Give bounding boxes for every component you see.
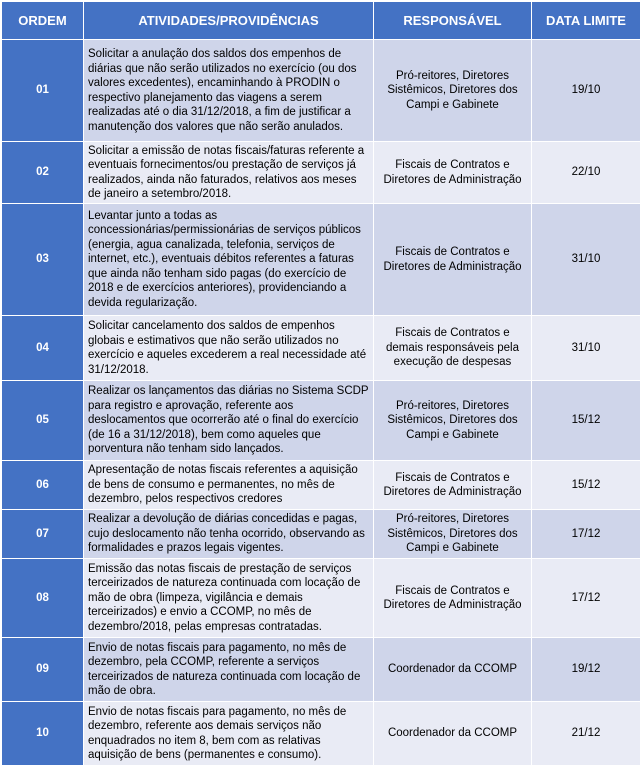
row-responsavel: Fiscais de Contratos e Diretores de Administração bbox=[374, 461, 532, 510]
row-ordem: 03 bbox=[2, 204, 84, 316]
row-responsavel: Fiscais de Contratos e Diretores de Administração bbox=[374, 204, 532, 316]
row-responsavel: Pró-reitores, Diretores Sistêmicos, Diretores dos Campi e Gabinete bbox=[374, 381, 532, 461]
table-row bbox=[2, 638, 641, 702]
row-ordem: 08 bbox=[2, 559, 84, 638]
row-responsavel: Fiscais de Contratos e Diretores de Administração bbox=[374, 559, 532, 638]
row-ordem: 05 bbox=[2, 381, 84, 461]
row-ordem: 09 bbox=[2, 638, 84, 702]
table-row bbox=[2, 316, 641, 381]
row-data-limite: 15/12 bbox=[532, 461, 641, 510]
row-data-limite: 17/12 bbox=[532, 510, 641, 559]
row-ordem: 02 bbox=[2, 142, 84, 204]
table-row bbox=[2, 40, 641, 142]
table-row bbox=[2, 461, 641, 510]
row-data-limite: 21/12 bbox=[532, 702, 641, 766]
schedule-table bbox=[1, 1, 641, 766]
row-data-limite: 15/12 bbox=[532, 381, 641, 461]
row-data-limite: 19/12 bbox=[532, 638, 641, 702]
header-atividades: ATIVIDADES/PROVIDÊNCIAS bbox=[84, 2, 374, 40]
header-responsavel: RESPONSÁVEL bbox=[374, 2, 532, 40]
row-data-limite: 22/10 bbox=[532, 142, 641, 204]
row-ordem: 01 bbox=[2, 40, 84, 142]
row-responsavel: Fiscais de Contratos e demais responsáveis pela execução de despesas bbox=[374, 316, 532, 381]
row-atividade: Realizar a devolução de diárias concedidas e pagas, cujo deslocamento não tenha ocorrido, observando as formalidades e prazos legais vigentes. bbox=[84, 510, 374, 559]
row-data-limite: 31/10 bbox=[532, 316, 641, 381]
row-responsavel: Pró-reitores, Diretores Sistêmicos, Diretores dos Campi e Gabinete bbox=[374, 40, 532, 142]
row-ordem: 04 bbox=[2, 316, 84, 381]
row-responsavel: Coordenador da CCOMP bbox=[374, 638, 532, 702]
row-responsavel: Pró-reitores, Diretores Sistêmicos, Diretores dos Campi e Gabinete bbox=[374, 510, 532, 559]
row-atividade: Envio de notas fiscais para pagamento, no mês de dezembro, referente aos demais serviços não enquadrados no item 8, bem com as relativas aquisição de bens (permanentes e consumo). bbox=[84, 702, 374, 766]
row-ordem: 07 bbox=[2, 510, 84, 559]
row-atividade: Envio de notas fiscais para pagamento, no mês de dezembro, pela CCOMP, referente a serviços terceirizados de natureza continuada com locação de mão de obra. bbox=[84, 638, 374, 702]
header-data-limite: DATA LIMITE bbox=[532, 2, 641, 40]
table-row bbox=[2, 381, 641, 461]
row-data-limite: 19/10 bbox=[532, 40, 641, 142]
table-row bbox=[2, 702, 641, 766]
table-header bbox=[2, 2, 641, 40]
row-data-limite: 17/12 bbox=[532, 559, 641, 638]
row-atividade: Emissão das notas fiscais de prestação de serviços terceirizados de natureza continuada com locação de mão de obra (limpeza, vigilância e demais terceirizados) e envio a CCOMP, no mês de dezembro/2018, pelas empresas contratadas. bbox=[84, 559, 374, 638]
row-ordem: 06 bbox=[2, 461, 84, 510]
table-body bbox=[2, 40, 641, 766]
row-ordem: 10 bbox=[2, 702, 84, 766]
header-row bbox=[2, 2, 641, 40]
table-row bbox=[2, 510, 641, 559]
table-row bbox=[2, 204, 641, 316]
row-data-limite: 31/10 bbox=[532, 204, 641, 316]
row-atividade: Levantar junto a todas as concessionárias/permissionárias de serviços públicos (energia, agua canalizada, telefonia, serviços de internet, etc.), eventuais débitos referentes a faturas que ainda não tenham sido pagas (do exercício de 2018 e de exercícios anteriores), providenciando a devida regularização. bbox=[84, 204, 374, 316]
row-atividade: Apresentação de notas fiscais referentes a aquisição de bens de consumo e permanentes, no mês de dezembro, pelos respectivos credores bbox=[84, 461, 374, 510]
header-ordem: ORDEM bbox=[2, 2, 84, 40]
table-row bbox=[2, 142, 641, 204]
row-atividade: Solicitar cancelamento dos saldos de empenhos globais e estimativos que não serão utilizados no exercício e aqueles excederem a real necessidade até 31/12/2018. bbox=[84, 316, 374, 381]
table-row bbox=[2, 559, 641, 638]
row-responsavel: Fiscais de Contratos e Diretores de Administração bbox=[374, 142, 532, 204]
row-atividade: Realizar os lançamentos das diárias no Sistema SCDP para registro e aprovação, referente aos deslocamentos que ocorrerão até o final do exercício (de 16 a 31/12/2018), bem como aqueles que porventura não tenham sido lançados. bbox=[84, 381, 374, 461]
row-responsavel: Coordenador da CCOMP bbox=[374, 702, 532, 766]
row-atividade: Solicitar a anulação dos saldos dos empenhos de diárias que não serão utilizados no exercício (ou dos valores excedentes), encaminhando à PRODIN o respectivo planejamento das viagens a serem realizadas até o dia 31/12/2018, a fim de justificar a manutenção dos valores que não serão anulados. bbox=[84, 40, 374, 142]
row-atividade: Solicitar a emissão de notas fiscais/faturas referente a eventuais fornecimentos/ou prestação de serviços já realizados, ainda não faturados, relativos aos meses de janeiro a setembro/2018. bbox=[84, 142, 374, 204]
